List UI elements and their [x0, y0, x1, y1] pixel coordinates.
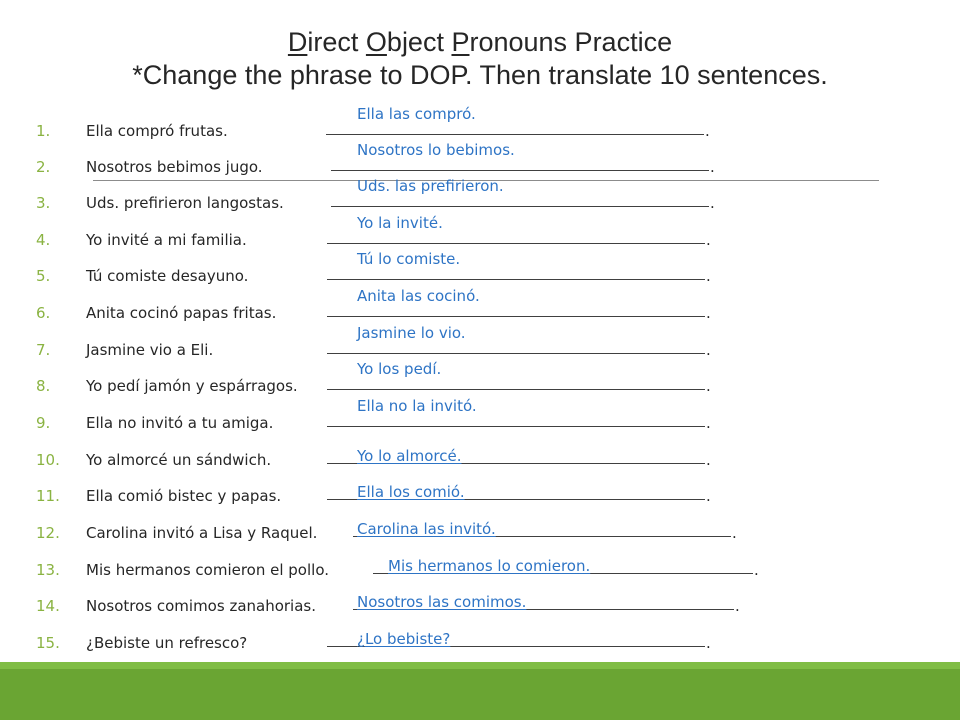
item-prompt: Ella compró frutas. [86, 122, 228, 140]
line-period: . [706, 451, 711, 469]
line-period: . [706, 634, 711, 652]
line-period: . [706, 341, 711, 359]
item-prompt: Anita cocinó papas fritas. [86, 304, 277, 322]
exercise-item [0, 483, 960, 523]
item-answer: Yo la invité. [357, 214, 443, 232]
item-prompt: Nosotros bebimos jugo. [86, 158, 263, 176]
item-prompt: ¿Bebiste un refresco? [86, 634, 248, 652]
item-prompt: Mis hermanos comieron el pollo. [86, 561, 330, 579]
item-answer: Yo lo almorcé. [357, 447, 462, 465]
exercise-item [0, 214, 960, 267]
item-number: 2. [36, 158, 51, 176]
item-number: 13. [36, 561, 60, 579]
item-answer: Ella las compró. [357, 105, 476, 123]
item-number: 15. [36, 634, 60, 652]
footer-bar [0, 662, 960, 720]
item-number: 6. [36, 304, 51, 322]
item-number: 11. [36, 487, 60, 505]
exercise-item [0, 557, 960, 597]
item-prompt: Ella comió bistec y papas. [86, 487, 282, 505]
answer-blank-line [327, 389, 705, 390]
answer-blank-line [331, 206, 709, 207]
answer-blank-line [327, 243, 705, 244]
exercise-item [0, 593, 960, 633]
item-answer: ¿Lo bebiste? [357, 630, 451, 648]
item-answer: Anita las cocinó. [357, 287, 480, 305]
item-number: 7. [36, 341, 51, 359]
answer-blank-line [327, 353, 705, 354]
item-prompt: Jasmine vio a Eli. [86, 341, 214, 359]
item-prompt: Ella no invitó a tu amiga. [86, 414, 274, 432]
item-answer: Tú lo comiste. [357, 250, 461, 268]
title-part: O [365, 27, 387, 57]
exercise-item [0, 250, 960, 303]
line-period: . [732, 524, 737, 542]
line-period: . [710, 194, 715, 212]
item-number: 8. [36, 377, 51, 395]
exercise-item [0, 324, 960, 377]
item-answer: Mis hermanos lo comieron. [388, 557, 591, 575]
exercise-item [0, 287, 960, 340]
title-part: irect [307, 27, 366, 57]
item-answer: Ella no la invitó. [357, 397, 477, 415]
line-period: . [706, 267, 711, 285]
title-part: D [287, 27, 308, 57]
line-period: . [706, 487, 711, 505]
answer-blank-line [327, 426, 705, 427]
answer-blank-line [326, 134, 704, 135]
item-prompt: Yo pedí jamón y espárragos. [86, 377, 298, 395]
item-number: 10. [36, 451, 60, 469]
title-part: P [451, 27, 470, 57]
item-number: 3. [36, 194, 51, 212]
item-answer: Yo los pedí. [357, 360, 442, 378]
line-period: . [706, 304, 711, 322]
title-line-2: *Change the phrase to DOP. Then translate 10 sentences. [132, 60, 828, 90]
line-period: . [754, 561, 759, 579]
answer-blank-line [327, 316, 705, 317]
item-prompt: Tú comiste desayuno. [86, 267, 249, 285]
item-answer: Nosotros las comimos. [357, 593, 527, 611]
item-answer: Nosotros lo bebimos. [357, 141, 515, 159]
line-period: . [735, 597, 740, 615]
exercise-item [0, 360, 960, 413]
exercise-item [0, 177, 960, 230]
item-answer: Uds. las prefirieron. [357, 177, 504, 195]
item-answer: Ella los comió. [357, 483, 465, 501]
exercise-item [0, 447, 960, 487]
line-period: . [706, 231, 711, 249]
item-prompt: Nosotros comimos zanahorias. [86, 597, 317, 615]
title-part: bject [386, 27, 452, 57]
answer-blank-line [327, 279, 705, 280]
item-number: 4. [36, 231, 51, 249]
item-prompt: Carolina invitó a Lisa y Raquel. [86, 524, 318, 542]
item-answer: Jasmine lo vio. [357, 324, 466, 342]
line-period: . [705, 122, 710, 140]
line-period: . [706, 377, 711, 395]
exercise-item [0, 520, 960, 560]
line-period: . [706, 414, 711, 432]
item-number: 14. [36, 597, 60, 615]
item-number: 1. [36, 122, 51, 140]
item-number: 12. [36, 524, 60, 542]
item-prompt: Yo almorcé un sándwich. [86, 451, 272, 469]
title-part: ronouns Practice [469, 27, 673, 57]
item-prompt: Uds. prefirieron langostas. [86, 194, 284, 212]
item-number: 9. [36, 414, 51, 432]
title-line-1 [0, 26, 960, 59]
page-title [0, 26, 960, 92]
footer-stripe [0, 662, 960, 669]
line-period: . [710, 158, 715, 176]
item-prompt: Yo invité a mi familia. [86, 231, 247, 249]
item-answer: Carolina las invitó. [357, 520, 496, 538]
answer-blank-line [331, 170, 709, 171]
exercise-item [0, 397, 960, 450]
item-number: 5. [36, 267, 51, 285]
